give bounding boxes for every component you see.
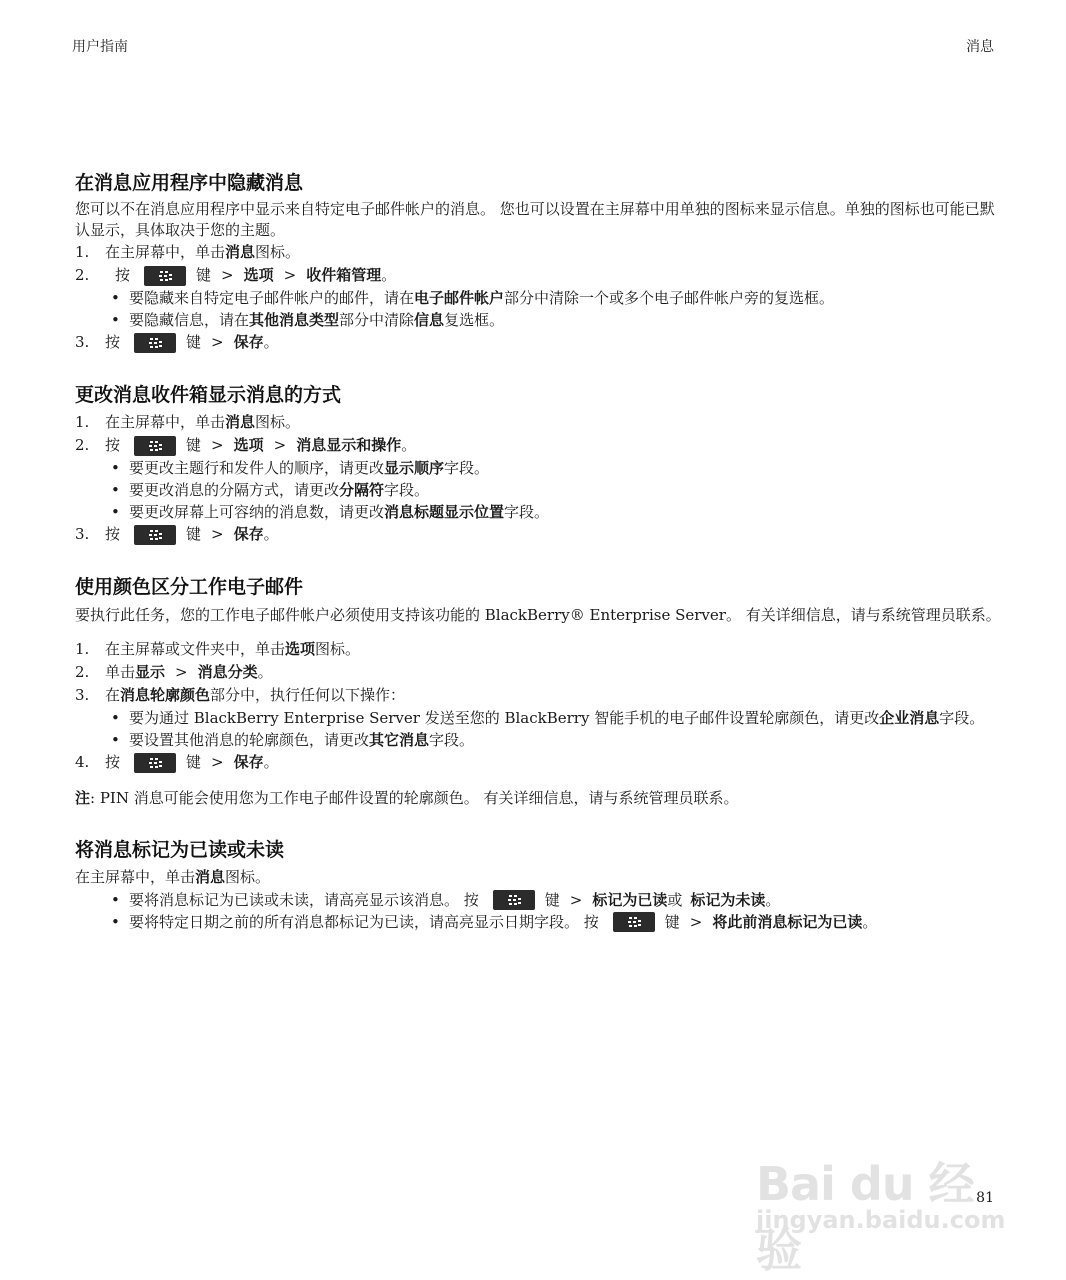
menu-key-icon (144, 266, 186, 286)
section-title: 将消息标记为已读或未读 (75, 839, 285, 861)
list-item: • 要隐藏来自特定电子邮件帐户的邮件，请在电子邮件帐户部分中清除一个或多个电子邮件帐户旁的复选框。 (111, 289, 835, 307)
step-1: 1. 在主屏幕或文件夹中，单击 选项 图标。 (75, 640, 361, 658)
section-hide-messages (75, 168, 1005, 354)
section-color-work-email (75, 572, 1005, 809)
list-item: • 要为通过 BlackBerry Enterprise Server 发送至您的 BlackBerry 智能手机的电子邮件设置轮廓颜色，请更改企业消息字段。 (111, 709, 985, 727)
section-title: 更改消息收件箱显示消息的方式 (75, 384, 342, 406)
section-intro: 在主屏幕中，单击 消息 图标。 (75, 868, 271, 886)
step-1: 1. 在主屏幕中，单击 消息 图标。 (75, 413, 301, 431)
step-3: 3. 在 消息轮廓颜色 部分中，执行任何以下操作： (75, 686, 406, 704)
menu-key-icon (134, 525, 176, 545)
list-item: • 要隐藏信息，请在其他消息类型部分中清除信息复选框。 (111, 311, 505, 329)
menu-key-icon (134, 333, 176, 353)
list-item: • 要设置其他消息的轮廓颜色，请更改其它消息字段。 (111, 731, 475, 749)
section-mark-read-unread (75, 835, 1005, 933)
running-header-left: 用户指南 (72, 39, 128, 55)
step-2: 2. 按 键 > 选项 > 收件箱管理 。 (75, 266, 397, 284)
list-item: • 要更改主题行和发件人的顺序，请更改显示顺序字段。 (111, 459, 490, 477)
baidu-watermark (756, 1120, 1016, 1277)
step-3: 3. 按 键 > 保存 。 (75, 333, 279, 351)
list-item: • 要将消息标记为已读或未读，请高亮显示该消息。 按 键 > 标记为已读 或 标记为未读 。 (111, 891, 781, 909)
step-2: 2. 单击 显示 > 消息分类 。 (75, 663, 273, 681)
note: 注: PIN 消息可能会使用您为工作电子邮件设置的轮廓颜色。 有关详细信息，请与系统管理员联系。 (75, 789, 739, 807)
list-item: • 要更改屏幕上可容纳的消息数，请更改消息标题显示位置字段。 (111, 503, 550, 521)
section-change-inbox-display (75, 380, 1005, 546)
menu-key-icon (613, 912, 655, 932)
section-title: 在消息应用程序中隐藏消息 (75, 172, 304, 194)
step-3: 3. 按 键 > 保存 。 (75, 525, 279, 543)
menu-key-icon (134, 753, 176, 773)
section-title: 使用颜色区分工作电子邮件 (75, 576, 304, 598)
section-intro: 要执行此任务，您的工作电子邮件帐户必须使用支持该功能的 BlackBerry® Enterprise Server。 有关详细信息，请与系统管理员联系。 (75, 606, 1001, 624)
watermark-text: Bai du 经验 (756, 1157, 974, 1277)
page-content (75, 168, 1005, 951)
list-item: • 要更改消息的分隔方式，请更改分隔符字段。 (111, 481, 430, 499)
step-2: 2. 按 键 > 选项 > 消息显示和操作 。 (75, 436, 417, 454)
menu-key-icon (134, 436, 176, 456)
list-item: • 要将特定日期之前的所有消息都标记为已读，请高亮显示日期字段。 按 键 > 将此前消息标记为已读 。 (111, 913, 878, 931)
step-1: 1. 在主屏幕中，单击 消息 图标。 (75, 243, 301, 261)
step-4: 4. 按 键 > 保存 。 (75, 753, 279, 771)
menu-key-icon (493, 890, 535, 910)
running-header-right: 消息 (966, 39, 994, 55)
watermark-url: jingyan.baidu.com (756, 1206, 1006, 1234)
section-intro: 您可以不在消息应用程序中显示来自特定电子邮件帐户的消息。 您也可以设置在主屏幕中用单独的图标来显示信息。单独的图标也可能已默认显示，具体取决于您的主题。 (75, 200, 995, 239)
page-number: 81 (976, 1190, 994, 1206)
